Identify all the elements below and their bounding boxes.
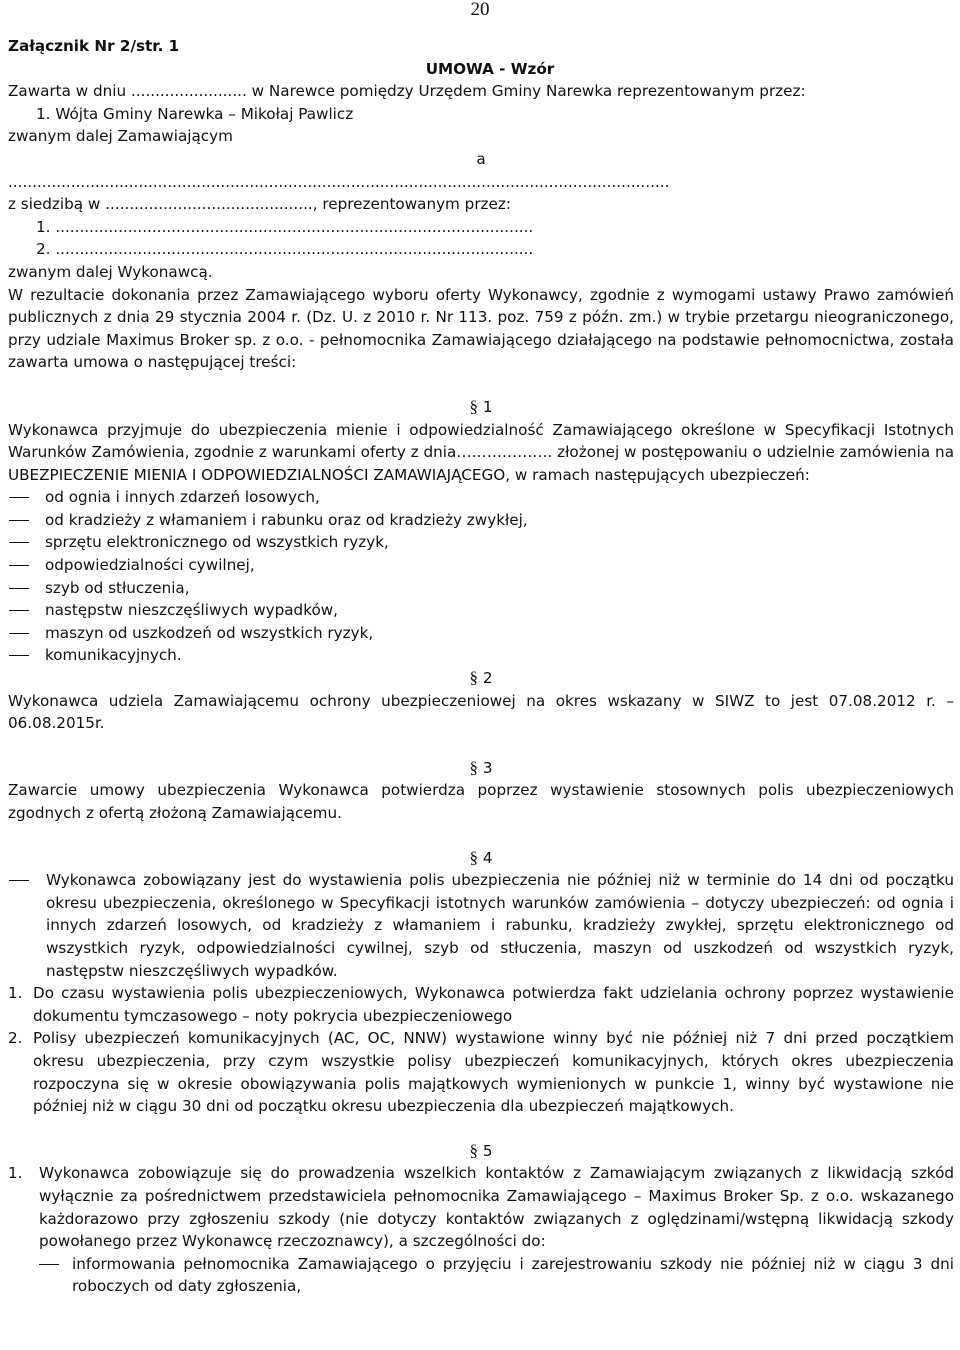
intro-paragraph: W rezultacie dokonania przez Zamawiającego wyboru oferty Wykonawcy, zgodnie z wymogami ustawy Prawo zamówień publicznych z dnia 29 stycznia 2004 r. (Dz. U. z 2010 r. Nr 113. poz. 759 z późn. zm.) w trybie przetargu nieograniczonego, przy udziale Maximus Broker sp. z o.o. - pełnomocnika Zamawiającego działającego na podstawie pełnomocnictwa, została zawarta umowa o następującej treści: (8, 285, 954, 372)
list-item: następstw nieszczęśliwych wypadków, (8, 599, 954, 622)
intro-line: zwanym dalej Zamawiającym (8, 127, 233, 146)
section-4-item-1: 1. Do czasu wystawienia polis ubezpieczeniowych, Wykonawca potwierdza fakt udzielania ochrony poprzez wystawienie dokumentu tymczasowego – noty pokrycia ubezpieczeniowego (8, 984, 954, 1025)
section-heading-4: § 4 (469, 847, 493, 867)
section-1-list (8, 486, 954, 667)
section-1-text: Wykonawca przyjmuje do ubezpieczenia mienie i odpowiedzialność Zamawiającego określone w Specyfikacji Istotnych Warunków Zamówienia, zgodnie z warunkami oferty z dnia………………. złożonej w postępowaniu o udzielnie zamówienia na UBEZPIECZENIE MIENIA I ODPOWIEDZIALNOŚCI ZAMAWIAJĄCEGO, w ramach następujących ubezpieczeń: (8, 420, 954, 484)
attachment-label: Załącznik Nr 2/str. 1 (8, 37, 180, 55)
document-content (8, 35, 954, 1298)
list-item: sprzętu elektronicznego od wszystkich ryzyk, (8, 531, 954, 554)
section-heading-3: § 3 (469, 757, 493, 777)
section-4-item-2: 2. Polisy ubezpieczeń komunikacyjnych (AC, OC, NNW) wystawione winny być nie później niż 7 dni przed początkiem okresu ubezpieczenia, przy czym wszystkie polisy ubezpieczeń komunikacyjnych, których okres ubezpieczenia rozpoczyna się w okresie obowiązywania polis majątkowych wymienionych w punkcie 1, winny być wystawione nie później niż w ciągu 30 dni od początku okresu ubezpieczenia dla ubezpieczeń majątkowych. (8, 1029, 954, 1116)
section-3-text: Zawarcie umowy ubezpieczenia Wykonawca potwierdza poprzez wystawienie stosownych polis ubezpieczeniowych zgodnych z ofertą złożoną Zamawiającemu. (8, 781, 954, 822)
section-heading-1: § 1 (469, 396, 493, 416)
list-item: odpowiedzialności cywilnej, (8, 554, 954, 577)
section-4-dash-item: Wykonawca zobowiązany jest do wystawienia polis ubezpieczenia nie później niż w terminie do 14 dni od początku okresu ubezpieczenia, określonego w Specyfikacji istotnych warunków zamówienia – dotyczy ubezpieczeń: od ognia i innych zdarzeń losowych, od kradzieży z włamaniem i rabunku, kradzieży zwykłej, sprzętu elektronicznego od wszystkich ryzyk, odpowiedzialności cywilnej, szyb od stłuczenia, maszyn od uszkodzeń od wszystkich ryzyk, następstw nieszczęśliwych wypadków. (8, 869, 954, 982)
intro-line: 1. ................................................................................................... (36, 217, 534, 236)
intro-line: Zawarta w dniu ........................ w Narewce pomiędzy Urzędem Gminy Narewka reprezentowanym przez: (8, 82, 806, 101)
intro-line: 2. ................................................................................................... (36, 240, 534, 259)
section-2-text: Wykonawca udziela Zamawiającemu ochrony ubezpieczeniowej na okres wskazany w SIWZ to jest 07.08.2012 r. – 06.08.2015r. (8, 691, 954, 733)
list-item: komunikacyjnych. (8, 644, 954, 667)
list-item: szyb od stłuczenia, (8, 577, 954, 600)
intro-line: zwanym dalej Wykonawcą. (8, 262, 213, 281)
intro-line: ......................................................................................................................................... (8, 172, 670, 191)
list-item: maszyn od uszkodzeń od wszystkich ryzyk, (8, 622, 954, 645)
section-5-item-1: 1. Wykonawca zobowiązuje się do prowadzenia wszelkich kontaktów z Zamawiającym związanych z likwidacją szkód wyłącznie za pośrednictwem przedstawiciela pełnomocnika Zamawiającego – Maximus Broker Sp. z o.o. wskazanego każdorazowo przy zgłoszeniu szkody (nie dotyczy kontaktów związanych z oględzinami/wstępną likwidacją szkody powołanego przez Wykonawcę rzeczoznawcy), a szczególności do: (8, 1164, 954, 1251)
intro-line: z siedzibą w ..........................................., reprezentowanym przez: (8, 195, 511, 214)
list-item: od ognia i innych zdarzeń losowych, (8, 486, 954, 509)
section-5-sub-item: informowania pełnomocnika Zamawiającego o przyjęciu i zarejestrowaniu szkody nie później niż w ciągu 3 dni roboczych od daty zgłoszenia, (8, 1253, 954, 1298)
intro-line-a: a (476, 149, 486, 168)
intro-line: 1. Wójta Gminy Narewka – Mikołaj Pawlicz (36, 104, 354, 123)
section-heading-2: § 2 (469, 668, 493, 688)
page-number: 20 (470, 0, 490, 20)
list-item: od kradzieży z włamaniem i rabunku oraz od kradzieży zwykłej, (8, 509, 954, 532)
document-title: UMOWA - Wzór (425, 59, 555, 78)
section-heading-5: § 5 (469, 1140, 493, 1160)
